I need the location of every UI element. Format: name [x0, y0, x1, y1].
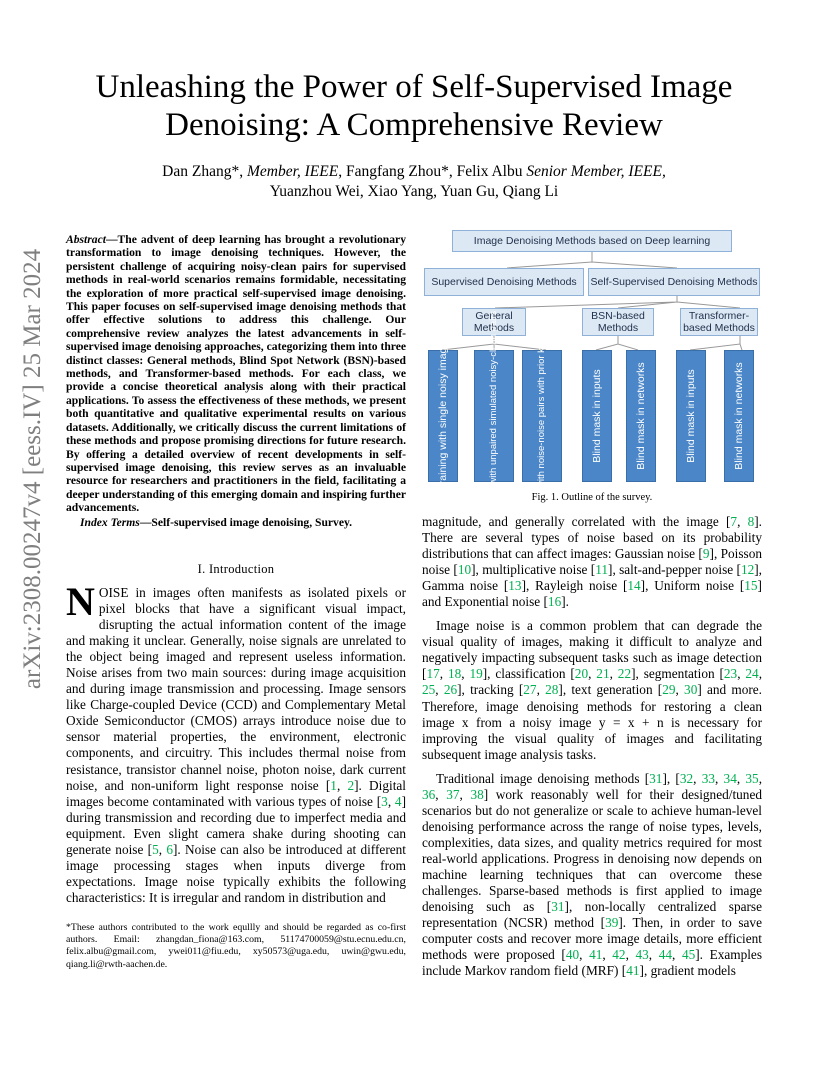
citation-link[interactable]: 28 — [545, 682, 559, 698]
intro-text: ] during transmission and recording due to imperfect media and equipment. Even slight camera shake during shooting can generate noise [ — [66, 793, 406, 857]
body-text: ], non-locally centralized sparse representation (NCSR) method [ — [422, 899, 762, 931]
citation-link[interactable]: 9 — [702, 546, 710, 562]
citation-sep: , — [336, 777, 348, 793]
body-text: ], classification [ — [482, 666, 575, 682]
leaf-noise-noise-pairs — [522, 307, 562, 525]
body-text: ], multiplicative noise [ — [471, 562, 596, 578]
figure-caption: Fig. 1. Outline of the survey. — [531, 492, 653, 503]
self-supervised-node: Self-Supervised Denoising Methods — [588, 268, 760, 296]
author-membership: Member, IEEE — [246, 163, 339, 180]
leaf-bsn-inputs — [582, 350, 612, 482]
author-list — [120, 162, 708, 202]
paragraph: Image noise is a common problem that can degrade the visual quality of images, making it difficult to analyze and negatively impacting subsequent tasks such as image detection [17, 18, 19], classification [20, 21, 22], segmentation [23, 24, 25, 26], tracking [27, 28], text generation [29, 30] and more. Therefore, image denoising methods for restoring a clean image x from a noisy image y = x + n is necessary for improving the visual quality of images and facilitating subsequent image analysis tasks. — [422, 618, 763, 762]
leaf-transformer-inputs — [676, 350, 706, 482]
citation-link[interactable]: 34 — [723, 770, 737, 786]
body-text: ], Rayleigh noise [ — [521, 578, 628, 594]
citation-link[interactable]: 20 — [574, 666, 589, 682]
paragraph: Traditional image denoising methods [31], [32, 33, 34, 35, 36, 37, 38] work reasonably well for their designed/tuned scenarios but do not generalize or scale to achieve human-level denoising performance across the range of noise types, levels, complexities, data sizes, and quality metrics required for most real-world applications. Progress in denoising now depends on machine learning techniques that can overcome these challenges. Sparse-based methods is first applied to image denoising such as [31], non-locally centralized sparse representation (NCSR) method [39]. Then, in order to save computer costs and recover more image details, more efficient methods were proposed [40, 41, 42, 43, 44, 45]. Examples include Markov random field (MRF) [41], gradient models — [422, 770, 763, 979]
intro-text: OISE in images often manifests as isolated pixels or pixel blocks that have a significant visual impact, disrupting the actual information content of the image and making it unclear. Generally, noise signals are unrelated to the object being imaged and represent useless information. Noise arises from two main sources: during image acquisition and during image transmission and processing. Image sensors like Charge-coupled Device (CCD) and Complementary Metal Oxide Semiconductor (CMOS) arrays introduce noise due to sensor material properties, the environment, electronic components, and circuitry. This includes thermal noise from resistance, transistor channel noise, photon noise, dark current noise, and non-uniform light response noise [ — [66, 585, 406, 793]
citation-link[interactable]: 8 — [747, 514, 755, 529]
paragraph: magnitude, and generally correlated with the image [7, 8]. There are several types of noise based on its probability distributions that can affect images: Gaussian noise [9], Poisson noise [10], multiplicative noise [11], salt-and-pepper noise [12], Gamma noise [13], Rayleigh noise [14], Uniform noise [15] and Exponential noise [16]. — [422, 514, 762, 610]
body-text: ], segmentation [ — [631, 666, 724, 682]
citation-link[interactable]: 31 — [649, 770, 663, 786]
citation-link[interactable]: 10 — [457, 562, 472, 578]
body-text: ], [ — [662, 770, 680, 786]
body-text: ]. — [561, 594, 569, 610]
citation-link[interactable]: 11 — [595, 562, 609, 578]
citation-link[interactable]: 24 — [745, 666, 759, 682]
abstract-text: —The advent of deep learning has brought a revolutionary transformation to image denoising techniques. However, the persistent challenge of acquiring noisy-clean pairs for supervised methods in real-world scenarios remains formidable, necessitating the exploration of more practical self-supervised image denoising. This paper focuses on self-supervised image denoising methods that offer effective solutions to address this challenge. Our comprehensive review analyzes the latest advancements in self-supervised image denoising approaches, categorizing them into three distinct classes: General methods, Blind Spot Network (BSN)-based methods, and Transformer-based methods. For each class, we provide a concise theoretical analysis along with their practical applications. To assess the effectiveness of these methods, we present both quantitative and qualitative experimental results on various datasets. Additionally, we critically discuss the current limitations of these methods and propose promising directions for future research. By offering a detailed overview of recent developments in self-supervised image denoising, this review serves as an invaluable resource for researchers and practitioners in the field, facilitating a deeper understanding of this emerging domain and inspiring further advancements. — [66, 233, 406, 515]
leaf-bsn-networks — [626, 350, 656, 482]
body-text: Image noise is a common problem that can degrade the visual quality of images, making it difficult to analyze and negatively impacting subsequent tasks such as image detection [ — [422, 618, 762, 682]
leaf-label: Training with unpaired simulated noisy-clean pairs — [488, 310, 499, 522]
citation-link[interactable]: 35 — [745, 770, 759, 786]
citation-link[interactable]: 4 — [394, 793, 402, 809]
citation-sep: , — [158, 841, 167, 857]
dropcap: N — [66, 579, 95, 624]
footnote: *These authors contributed to the work equllly and should be regarded as co-first authors. Email: zhangdan_fiona@163.com, 51174700059@stu.ecnu.edu.cn, felix.albu@gmail.com, ywei011@fiu.edu, xy50573@uga.edu, uwin@gwu.edu, qiang.li@rwth-aachen.de. — [66, 922, 406, 970]
root-node: Image Denoising Methods based on Deep learning — [452, 230, 732, 252]
citation-link[interactable]: 12 — [740, 562, 755, 578]
citation-link[interactable]: 26 — [443, 682, 458, 698]
section-heading: I. Introduction — [197, 562, 275, 576]
general-methods-node: General Methods — [462, 308, 526, 336]
citation-link[interactable]: 13 — [508, 578, 522, 594]
citation-link[interactable]: 1 — [330, 777, 337, 793]
leaf-label: Blind mask in networks — [733, 362, 745, 470]
citation-link[interactable]: 42 — [612, 947, 626, 963]
arxiv-identifier: arXiv:2308.00247v4 [eess.IV] 25 Mar 2024 — [19, 248, 46, 690]
leaf-label: Training with single noisy image — [437, 341, 449, 491]
paper-title: Unleashing the Power of Self-Supervised Image Denoising: A Comprehensive Review — [95, 69, 733, 143]
leaf-transformer-networks — [724, 350, 754, 482]
body-text: ], Gamma noise [ — [422, 562, 762, 594]
citation-link[interactable]: 2 — [347, 777, 355, 793]
abstract — [66, 233, 406, 529]
citation-link[interactable]: 17 — [426, 666, 440, 682]
citation-link[interactable]: 44 — [658, 947, 673, 963]
bsn-methods-node: BSN-based Methods — [582, 308, 654, 336]
right-column-text — [422, 514, 762, 979]
body-text: magnitude, and generally correlated with the image [ — [422, 514, 731, 529]
citation-link[interactable]: 18 — [447, 666, 462, 682]
abstract-label: Abstract — [66, 233, 106, 246]
body-text: ], gradient models — [639, 963, 736, 979]
citation-link[interactable]: 14 — [627, 578, 641, 594]
citation-link[interactable]: 39 — [605, 915, 619, 931]
intro-paragraph — [66, 579, 406, 906]
index-terms-label: Index Terms — [80, 515, 140, 529]
body-text: ] and Exponential noise [ — [422, 578, 762, 610]
citation-link[interactable]: 30 — [684, 682, 698, 698]
citation-link[interactable]: 41 — [589, 947, 603, 963]
leaf-label: Blind mask in networks — [635, 362, 647, 470]
index-terms-text: —Self-supervised image denoising, Survey. — [139, 515, 353, 529]
intro-text: ]. Digital images become contaminated with various types of noise [ — [66, 777, 406, 809]
author-text: Dan Zhang*, — [162, 163, 247, 180]
leaf-label: Blind mask in inputs — [591, 369, 603, 463]
citation-link[interactable]: 45 — [681, 947, 696, 963]
author-text: , Fangfang Zhou*, Felix Albu — [338, 163, 527, 180]
citation-link[interactable]: 33 — [701, 770, 715, 786]
citation-link[interactable]: 27 — [523, 682, 537, 698]
leaf-single-noisy — [428, 341, 458, 491]
leaf-label: Training with noise-noise pairs with prior knowledge — [536, 307, 547, 525]
citation-link[interactable]: 40 — [565, 947, 580, 963]
citation-link[interactable]: 22 — [617, 666, 632, 682]
citation-link[interactable]: 7 — [730, 514, 738, 529]
citation-link[interactable]: 38 — [470, 786, 484, 802]
body-text: ], Poisson noise [ — [422, 546, 762, 578]
citation-link[interactable]: 3 — [381, 793, 388, 809]
body-text: ]. Examples include Markov random field (MRF) [ — [422, 947, 763, 979]
citation-link[interactable]: 16 — [547, 594, 562, 610]
citation-sep: , — [387, 793, 395, 809]
citation-link[interactable]: 31 — [551, 899, 565, 915]
body-text: ], tracking [ — [457, 682, 524, 698]
body-text: ] and more. Therefore, image denoising methods for restoring a clean image x from a noisy image y = x + n is necessary for improving the visual quality of images and facilitating subsequent image analysis tasks. — [422, 682, 763, 762]
citation-link[interactable]: 19 — [469, 666, 483, 682]
citation-link[interactable]: 36 — [422, 786, 436, 802]
citation-link[interactable]: 41 — [626, 963, 640, 979]
transformer-methods-node: Transformer-based Methods — [680, 308, 758, 336]
body-text: Traditional image denoising methods [ — [436, 770, 650, 786]
citation-link[interactable]: 32 — [679, 770, 694, 786]
supervised-node: Supervised Denoising Methods — [424, 268, 584, 296]
body-text: ]. There are several types of noise based on its probability distributions that can affect images: Gaussian noise [ — [422, 514, 762, 562]
citation-link[interactable]: 6 — [166, 841, 173, 857]
body-text: ], text generation [ — [558, 682, 663, 698]
citation-link[interactable]: 43 — [635, 947, 649, 963]
citation-link[interactable]: 37 — [446, 786, 460, 802]
citation-link[interactable]: 23 — [723, 666, 738, 682]
body-text: ] work reasonably well for their designed/tuned scenarios but do not generalize or scale to achieve human-level denoising performance across the range of noise types, levels, complexities, data sizes, and quality metrics required for most real-world applications. Progress in denoising now depends on machine learning techniques that can overcome these challenges. Sparse-based methods is first applied to image denoising such as [ — [422, 786, 762, 915]
citation-link[interactable]: 15 — [744, 578, 758, 594]
body-text: ]. Then, in order to save computer costs and recover more image details, more efficient methods were proposed [ — [422, 915, 762, 963]
citation-link[interactable]: 25 — [422, 682, 436, 698]
citation-link[interactable]: 5 — [152, 841, 159, 857]
intro-text: ]. Noise can also be introduced at different image processing stages when inputs diverge from expectations. Image noise typically exhibits the following characteristics: It is irregular and random in distribution and — [66, 841, 406, 905]
author-membership: Senior Member, IEEE, — [526, 163, 666, 180]
leaf-label: Blind mask in inputs — [685, 369, 697, 463]
body-text: ], Uniform noise [ — [640, 578, 745, 594]
citation-link[interactable]: 21 — [596, 666, 610, 682]
author-text: Yuanzhou Wei, Xiao Yang, Yuan Gu, Qiang Li — [269, 183, 559, 200]
citation-link[interactable]: 29 — [662, 682, 676, 698]
body-text: ], salt-and-pepper noise [ — [608, 562, 741, 578]
